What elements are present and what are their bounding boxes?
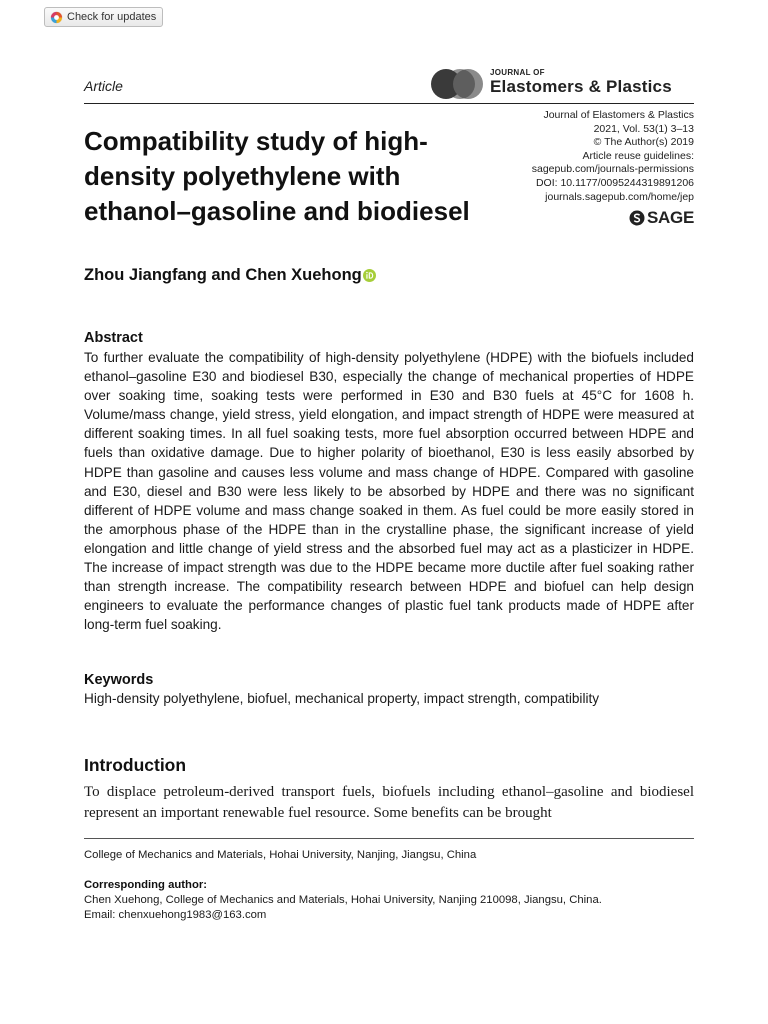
author-names: Zhou Jiangfang and Chen Xuehong bbox=[84, 266, 362, 284]
check-for-updates-icon bbox=[50, 11, 63, 24]
corresponding-author-email[interactable]: Email: chenxuehong1983@163.com bbox=[84, 909, 267, 921]
publisher-logo bbox=[629, 208, 694, 228]
journal-logo bbox=[430, 66, 696, 100]
keywords-heading: Keywords bbox=[84, 672, 154, 688]
meta-reuse-label: Article reuse guidelines: bbox=[582, 149, 694, 162]
authors bbox=[84, 266, 376, 285]
affiliation: College of Mechanics and Materials, Hohai University, Nanjing, Jiangsu, China bbox=[84, 849, 477, 861]
corresponding-author-heading: Corresponding author: bbox=[84, 879, 208, 891]
footer-divider bbox=[84, 838, 694, 839]
introduction-heading: Introduction bbox=[84, 755, 187, 775]
meta-journal: Journal of Elastomers & Plastics bbox=[543, 109, 694, 121]
journal-logo-circles-icon bbox=[430, 68, 492, 100]
meta-doi[interactable]: DOI: 10.1177/0095244319891206 bbox=[535, 176, 694, 189]
meta-copyright: © The Author(s) 2019 bbox=[593, 136, 694, 149]
abstract-heading: Abstract bbox=[84, 330, 143, 346]
article-metadata bbox=[454, 109, 694, 204]
article-title: Compatibility study of high-density polyethylene with ethanol–gasoline and biodiesel bbox=[84, 126, 470, 226]
introduction-text: To displace petroleum-derived transport fuels, biofuels including ethanol–gasoline and biodiesel represent an important renewable fuel resource. Some benefits can be brought bbox=[84, 784, 694, 821]
journal-logo-name: Elastomers & Plastics bbox=[490, 77, 672, 96]
corresponding-author-address: Chen Xuehong, College of Mechanics and Materials, Hohai University, Nanjing 210098, Jiangsu, China. bbox=[84, 894, 602, 906]
meta-volume: 2021, Vol. 53(1) 3–13 bbox=[593, 122, 694, 135]
article-type-label: Article bbox=[84, 78, 123, 94]
meta-reuse-link[interactable]: sagepub.com/journals-permissions bbox=[531, 163, 694, 176]
check-for-updates-button[interactable] bbox=[44, 7, 163, 27]
abstract-text: To further evaluate the compatibility of high-density polyethylene (HDPE) with the biofuels included ethanol–gasoline E30 and biodiesel B30, especially the change of mechanical properties of HDPE over soaking time, soaking tests were performed in E30 and B30 fuels at 45°C for 1608 h. Volume/mass change, yield stress, yield elongation, and impact strength of HDPE were measured at different soaking times. In all fuel soaking tests, more fuel absorption occurred between HDPE and fuels than oxidative damage. Due to higher polarity of bioethanol, E30 is less easily absorbed by HDPE than gasoline and causes less volume and mass change of HDPE. Compared with gasoline and E30, diesel and B30 were less likely to be absorbed by HDPE and there was no significant different of HDPE volume and mass change soaked in them. As fuel could be more easily stored in the amorphous phase of the HDPE than in the crystalline phase, the significant increase of yield elongation and little change of yield stress and the absorbed fuel may act as a plasticizer in HDPE. The increase of impact strength was due to the HDPE became more ductile after fuel soaking rather than strength increase. The compatibility research between HDPE and biofuel can help design engineers to evaluate the performance changes of plastic fuel tank products made of HDPE after long-term fuel soaking. bbox=[84, 350, 694, 633]
sage-logo-icon bbox=[629, 210, 645, 226]
publisher-logo-text: SAGE bbox=[647, 208, 694, 227]
check-for-updates-label: Check for updates bbox=[67, 11, 157, 23]
keywords-text: High-density polyethylene, biofuel, mechanical property, impact strength, compatibility bbox=[84, 691, 600, 706]
journal-logo-small-text: JOURNAL OF bbox=[490, 68, 545, 77]
meta-journal-link[interactable]: journals.sagepub.com/home/jep bbox=[545, 190, 694, 203]
orcid-icon[interactable] bbox=[363, 269, 376, 282]
header-divider bbox=[84, 103, 694, 104]
